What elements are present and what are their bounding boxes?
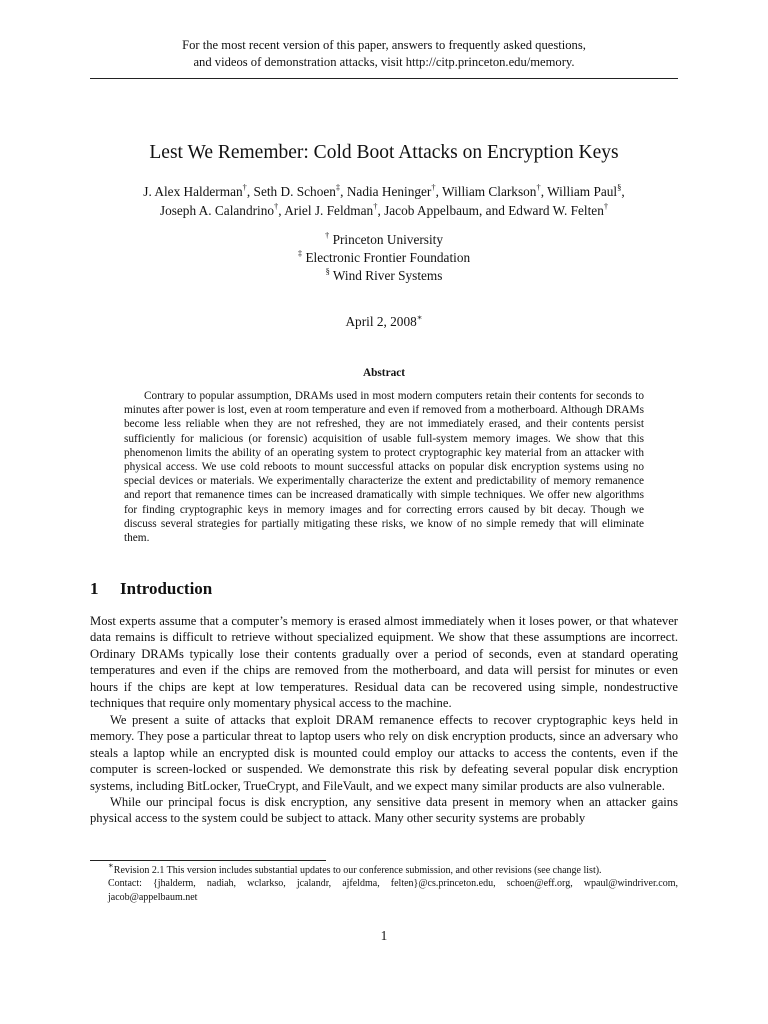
footnote: [90, 859, 678, 904]
affil-mark: †: [603, 200, 609, 211]
header-divider: [90, 78, 678, 79]
abstract-body: Contrary to popular assumption, DRAMs used in most modern computers retain their contents for seconds to minutes after power is lost, even at room temperature and even if removed from a motherboard. Although DRAMs become less reliable when they are not refreshed, they are not immediately erased, and their contents persist sufficiently for malicious (or forensic) acquisition of usable full-system memory images. We show that this phenomenon limits the ability of an operating system to protect cryptographic key material from an attacker with physical access. We use cold reboots to mount successful attacks on popular disk encryption systems using no special devices or materials. We experimentally characterize the extent and predictability of memory remanence and report that remanence times can be increased dramatically with simple techniques. We offer new algorithms for finding cryptographic keys in memory images and for correcting errors caused by bit decay. Though we discuss several strategies for partially mitigating these risks, we know of no simple remedy that will eliminate them.: [124, 390, 644, 545]
section-number: 1: [90, 579, 99, 598]
affiliation-windriver: § Wind River Systems: [325, 265, 443, 283]
author-heninger: Nadia Heninger: [346, 184, 432, 199]
abstract-heading: Abstract: [362, 367, 406, 379]
affil-mark: †: [536, 181, 541, 192]
affil-mark: †: [373, 200, 378, 211]
paragraph: Most experts assume that a computer’s memory is erased almost immediately when it loses power, or that whatever data remains is difficult to retrieve without specialized equipment. We show that these assumptions are incorrect. Ordinary DRAMs typically lose their contents gradually over a period of seconds, even at standard operating temperatures and even if the chips are removed from the motherboard, and data will persist for minutes or even hours if the chips are kept at low temperatures. Residual data can be recovered using simple, nondestructive techniques that require only momentary physical access to the machine.: [90, 614, 678, 711]
affiliation-princeton: † Princeton University: [325, 229, 443, 247]
paragraph: While our principal focus is disk encryption, any sensitive data present in memory when an attacker gains physical access to the system could be subject to attack. Many other security systems are probably: [90, 794, 678, 826]
footnote-contact: Contact: {jhalderm, nadiah, wclarkso, jcalandr, ajfeldma, felten}@cs.princeton.edu, schoen@eff.org, wpaul@windriver.com, jacob@appelbaum.net: [108, 878, 678, 903]
footnote-revision: ∗Revision 2.1 This version includes substantial updates to our conference submission, and other revisions (see change list).: [108, 859, 602, 876]
affiliation-list: [90, 231, 678, 285]
author-felten: Edward W. Felten: [508, 203, 604, 218]
header-note: [90, 37, 678, 71]
affil-mark: †: [274, 200, 279, 211]
affil-mark: †: [431, 181, 436, 192]
footnote-mark: ∗: [416, 311, 423, 322]
section-title: Introduction: [120, 579, 213, 598]
affil-mark: §: [617, 181, 622, 192]
author-feldman: Ariel J. Feldman: [284, 203, 374, 218]
author-line-1: J. Alex Halderman†, Seth D. Schoen‡, Nadia Heninger†, William Clarkson†, William Paul§,: [143, 181, 625, 199]
affil-mark: ‡: [335, 181, 341, 192]
paper-title: Lest We Remember: Cold Boot Attacks on Encryption Keys: [149, 142, 619, 163]
author-schoen: Seth D. Schoen: [253, 184, 336, 199]
author-halderman: J. Alex Halderman: [143, 184, 243, 199]
author-line-2: Joseph A. Calandrino†, Ariel J. Feldman†, Jacob Appelbaum, and Edward W. Felten†: [159, 200, 609, 218]
footnote-divider: [90, 860, 326, 861]
section-heading: [90, 579, 678, 599]
author-list: [90, 182, 678, 220]
page-number: 1: [380, 928, 388, 943]
author-clarkson: William Clarkson: [442, 184, 537, 199]
affiliation-eff: ‡ Electronic Frontier Foundation: [297, 247, 471, 265]
affil-mark: †: [242, 181, 247, 192]
header-line-2: and videos of demonstration attacks, visit http://citp.princeton.edu/memory.: [193, 55, 575, 69]
header-line-1: For the most recent version of this paper, answers to frequently asked questions,: [182, 38, 586, 52]
author-paul: William Paul: [547, 184, 618, 199]
author-calandrino: Joseph A. Calandrino: [159, 203, 275, 218]
paper-date: April 2, 2008∗: [345, 311, 423, 329]
introduction-body: [90, 613, 678, 827]
author-appelbaum: Jacob Appelbaum: [384, 203, 480, 218]
paragraph: We present a suite of attacks that exploit DRAM remanence effects to recover cryptographic keys held in memory. They pose a particular threat to laptop users who rely on disk encryption products, since an adversary who steals a laptop while an encrypted disk is mounted could employ our attacks to access the contents, even if the computer is screen-locked or suspended. We demonstrate this risk by defeating several popular disk encryption systems, including BitLocker, TrueCrypt, and FileVault, and we expect many similar products are also vulnerable.: [90, 712, 678, 793]
